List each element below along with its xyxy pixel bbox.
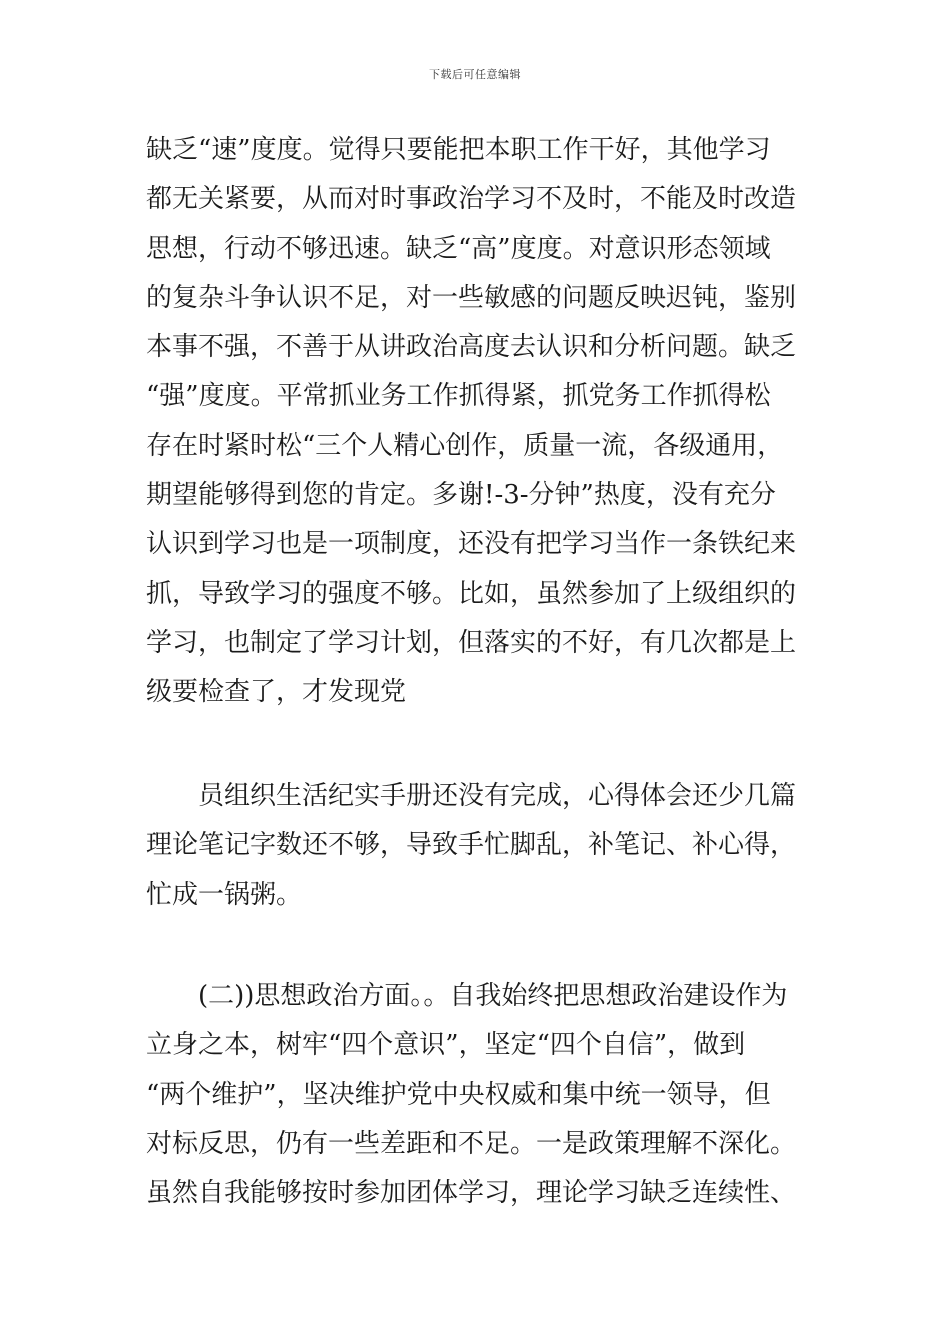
text-line: 学习，也制定了学习计划，但落实的不好，有几次都是上 xyxy=(146,627,797,658)
text-line: 认识到学习也是一项制度，还没有把学习当作一条铁纪来 xyxy=(146,529,797,560)
text-line: 立身之本，树牢“四个意识”，坚定“四个自信”，做到 xyxy=(146,1030,746,1061)
text-line: 本事不强，不善于从讲政治高度去认识和分析问题。缺乏 xyxy=(146,332,797,363)
text-line: 期望能够得到您的肯定。多谢!-3-分钟”热度，没有充分 xyxy=(146,480,776,511)
text-line: (二))思想政治方面。。自我始终把思想政治建设作为 xyxy=(198,981,788,1011)
text-line: 理论笔记字数还不够，导致手忙脚乱，补笔记、补心得， xyxy=(146,830,797,861)
paragraph-2 xyxy=(146,772,816,920)
text-line: 的复杂斗争认识不足，对一些敏感的问题反映迟钝，鉴别 xyxy=(146,282,797,313)
text-line: 缺乏“速”度度。觉得只要能把本职工作干好，其他学习 xyxy=(146,135,771,165)
text-line: 虽然自我能够按时参加团体学习，理论学习缺乏连续性、 xyxy=(146,1178,797,1209)
text-line: 存在时紧时松“三个人精心创作，质量一流，各级通用， xyxy=(146,430,784,461)
page-header: 下载后可任意编辑 xyxy=(429,68,521,81)
text-line: 员组织生活纪实手册还没有完成，心得体会还少几篇 xyxy=(198,781,797,811)
text-line: 都无关紧要，从而对时事政治学习不及时，不能及时改造 xyxy=(146,184,797,215)
paragraph-1 xyxy=(146,126,816,718)
text-line: 抓，导致学习的强度不够。比如，虽然参加了上级组织的 xyxy=(146,578,797,609)
text-line: 对标反思，仍有一些差距和不足。一是政策理解不深化。 xyxy=(146,1128,797,1159)
text-line: 思想，行动不够迅速。缺乏“高”度度。对意识形态领域 xyxy=(146,233,771,264)
text-line: “强”度度。平常抓业务工作抓得紧，抓党务工作抓得松 xyxy=(146,381,771,412)
text-line: 忙成一锅粥。 xyxy=(146,879,303,910)
text-line: “两个维护”，坚决维护党中央权威和集中统一领导，但 xyxy=(146,1079,771,1110)
text-line: 级要检查了，才发现党 xyxy=(146,677,407,708)
paragraph-3 xyxy=(146,972,816,1218)
